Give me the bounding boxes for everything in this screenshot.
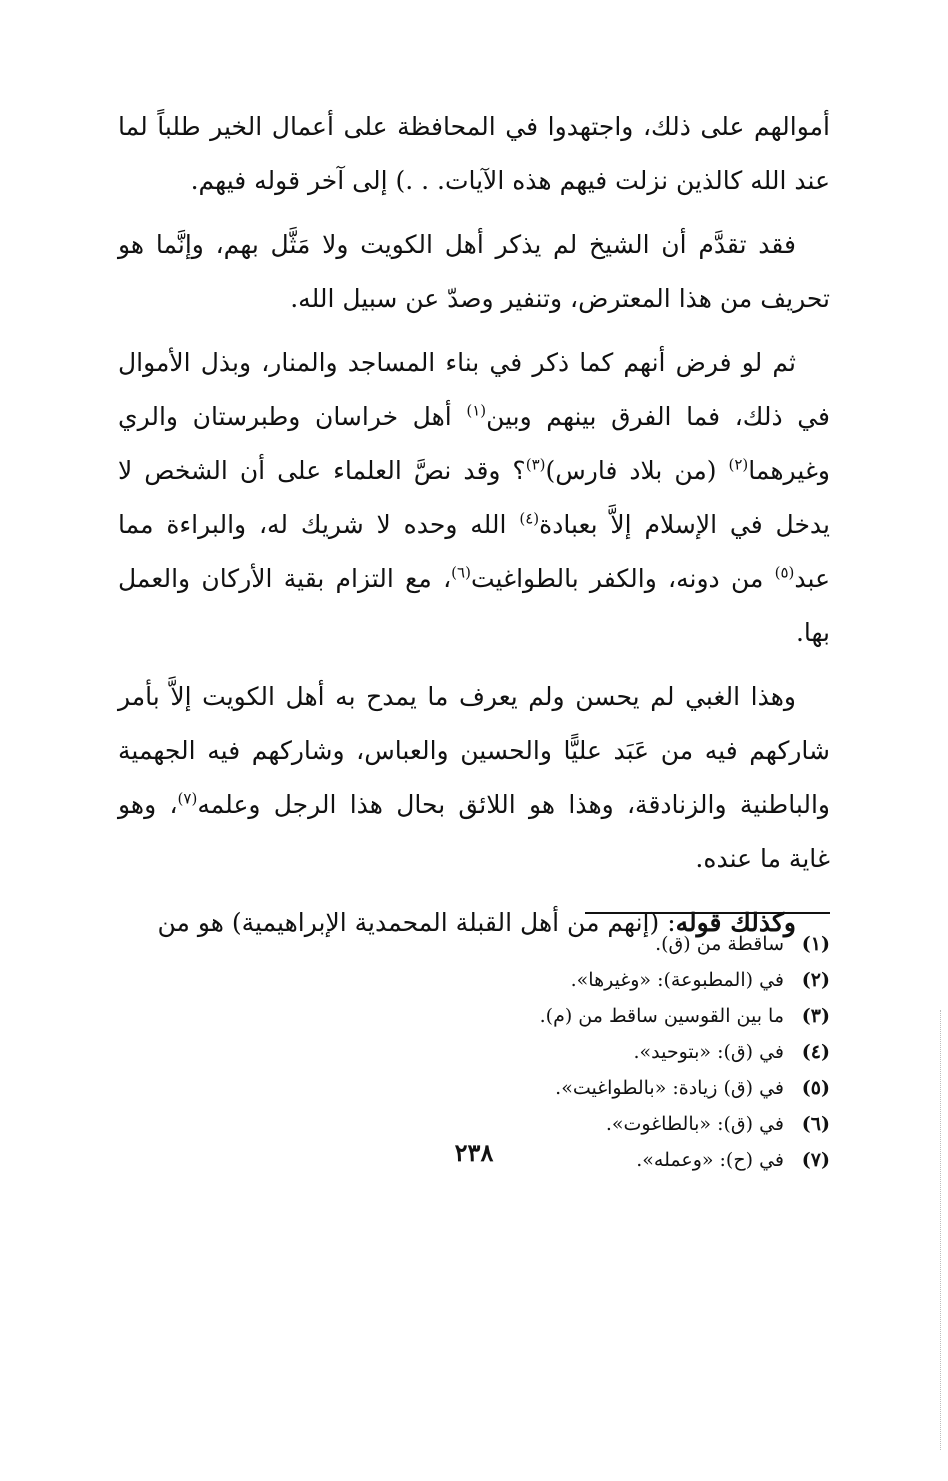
footnote-number: (٦) (801, 1113, 830, 1135)
footnote-ref-7[interactable]: (٧) (177, 789, 198, 808)
footnote-ref-1[interactable]: (١) (466, 401, 487, 420)
footnote-6 (118, 1106, 830, 1142)
footnote-number: (١) (801, 933, 830, 955)
footnote-ref-4[interactable]: (٤) (519, 509, 540, 528)
footnote-ref-5[interactable]: (٥) (774, 563, 795, 582)
footnote-3 (118, 998, 830, 1034)
paragraph-3-text: أهل خراسان وطبرستان والري وغيرهما (118, 402, 831, 485)
footnote-text: في (ق): «بالطاغوت». (605, 1113, 784, 1135)
footnote-text: في (المطبوعة): «وغيرها». (570, 969, 784, 991)
paragraph-2 (118, 218, 830, 326)
footnote-4 (118, 1034, 830, 1070)
footnote-separator (585, 912, 830, 914)
footnote-text: في (ق): «بتوحيد». (633, 1041, 784, 1063)
footnote-2 (118, 962, 830, 998)
footnote-text: في (ق) زيادة: «بالطواغيت». (555, 1077, 784, 1099)
footnote-text: في (ح): «وعمله». (636, 1149, 784, 1171)
paragraph-3 (118, 336, 830, 660)
footnote-number: (٢) (801, 969, 830, 991)
footnote-5 (118, 1070, 830, 1106)
page-edge-scan-dots (940, 1010, 941, 1450)
paragraph-4-text: وهذا الغبي لم يحسن ولم يعرف ما يمدح به أهل الكويت إلاَّ بأمر شاركهم فيه من عَبَد عليًّا والحسين والعباس، وشاركهم فيه الجهمية والباطنية والزنادقة، وهذا هو اللائق بحال هذا الرجل وعلمه (118, 682, 831, 819)
page-number: ٢٣٨ (454, 1138, 494, 1167)
paragraph-2-text: فقد تقدَّم أن الشيخ لم يذكر أهل الكويت ولا مَثَّل بهم، وإنَّما هو تحريف من هذا المعترض، وتنفير وصدّ عن سبيل الله. (118, 230, 830, 313)
paragraph-3-text: ؟ وقد نصَّ العلماء على أن الشخص لا يدخل في الإسلام إلاَّ بعبادة (118, 456, 830, 539)
footnote-1 (118, 926, 830, 962)
paragraph-1-text: أموالهم على ذلك، واجتهدوا في المحافظة على أعمال الخير طلباً لما عند الله كالذين نزلت فيهم هذه الآيات. . .) إلى آخر قوله فيهم. (118, 112, 830, 195)
paragraph-5-text: : (إنهم من أهل القبلة المحمدية الإبراهيمية) هو من (157, 908, 676, 937)
paragraph-3-text: (من بلاد فارس) (545, 456, 729, 485)
footnote-text: ساقطة من (ق). (655, 933, 784, 955)
footnote-ref-3[interactable]: (٣) (525, 455, 546, 474)
paragraph-4-text: ، وهو غاية ما عنده. (118, 790, 830, 873)
footnote-number: (٣) (801, 1005, 830, 1027)
footnote-number: (٥) (801, 1077, 830, 1099)
paragraph-3-text: ثم لو فرض أنهم كما ذكر في بناء المساجد والمنار، وبذل الأموال في ذلك، فما الفرق بينهم وبين (118, 348, 830, 431)
paragraph-3-text: ، مع التزام بقية الأركان والعمل بها. (118, 564, 830, 647)
paragraph-3-text: من دونه، والكفر بالطواغيت (470, 564, 775, 593)
main-text (118, 100, 830, 960)
paragraph-1 (118, 100, 830, 208)
footnote-number: (٤) (801, 1041, 830, 1063)
footnote-text: ما بين القوسين ساقط من (م). (539, 1005, 784, 1027)
footnote-ref-6[interactable]: (٦) (451, 563, 471, 582)
paragraph-5-lead: وكذلك قوله (675, 908, 796, 937)
paragraph-3-text: الله وحده لا شريك له، والبراءة مما عبد (118, 510, 830, 593)
paragraph-4 (118, 670, 830, 886)
footnote-number: (٧) (801, 1149, 830, 1171)
footnote-ref-2[interactable]: (٢) (728, 455, 749, 474)
